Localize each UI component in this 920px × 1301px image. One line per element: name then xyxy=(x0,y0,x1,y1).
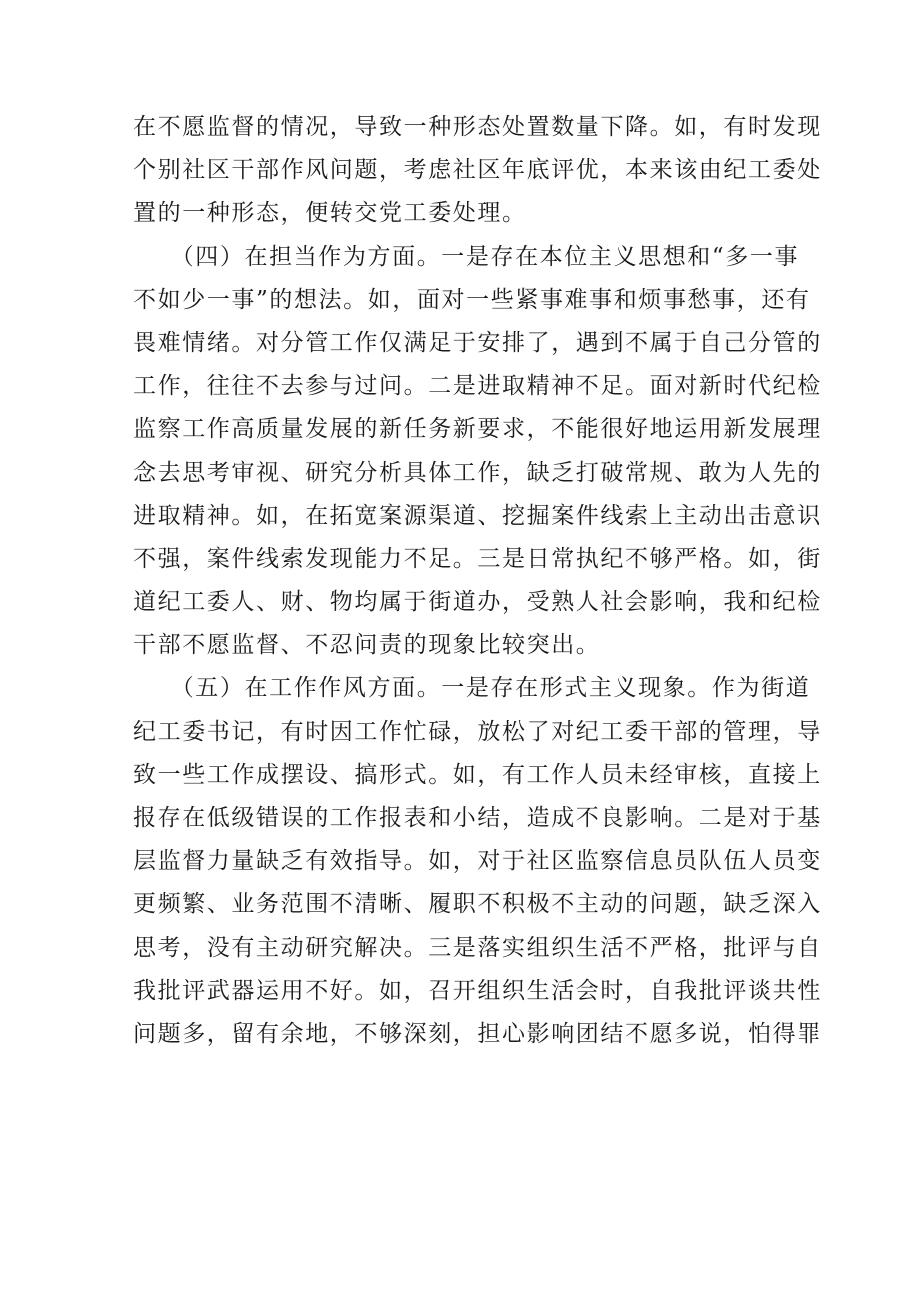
text-line: 报存在低级错误的工作报表和小结，造成不良影响。二是对于基 xyxy=(133,805,822,831)
paragraph-section-five xyxy=(133,667,822,1056)
text-line: 监察工作高质量发展的新任务新要求，不能很好地运用新发展理 xyxy=(133,416,822,443)
text-line: 不强，案件线索发现能力不足。三是日常执纪不够严格。如，街 xyxy=(133,545,822,572)
text-line: （四）在担当作为方面。一是存在本位主义思想和“多一事 xyxy=(133,243,800,270)
text-line: 层监督力量缺乏有效指导。如，对于社区监察信息员队伍人员变 xyxy=(133,848,822,875)
text-line: 思考，没有主动研究解决。三是落实组织生活不严格，批评与自 xyxy=(133,934,822,961)
text-line: 念去思考审视、研究分析具体工作，缺乏打破常规、敢为人先的 xyxy=(133,459,822,486)
text-line: 置的一种形态，便转交党工委处理。 xyxy=(133,200,527,227)
text-line: 纪工委书记，有时因工作忙碌，放松了对纪工委干部的管理，导 xyxy=(133,718,822,745)
text-line: 个别社区干部作风问题，考虑社区年底评优，本来该由纪工委处 xyxy=(133,157,822,184)
paragraph-continuation xyxy=(133,106,822,236)
text-line: 更频繁、业务范围不清晰、履职不积极不主动的问题，缺乏深入 xyxy=(133,891,822,918)
text-line: 工作，往往不去参与过问。二是进取精神不足。面对新时代纪检 xyxy=(133,373,822,400)
text-line: 我批评武器运用不好。如，召开组织生活会时，自我批评谈共性 xyxy=(133,977,822,1004)
text-line: 问题多，留有余地，不够深刻，担心影响团结不愿多说，怕得罪 xyxy=(133,1020,822,1047)
paragraph-section-four xyxy=(133,236,822,668)
text-line: 致一些工作成摆设、搞形式。如，有工作人员未经审核，直接上 xyxy=(133,761,822,788)
text-line: （五）在工作作风方面。一是存在形式主义现象。作为街道 xyxy=(133,675,811,702)
text-line: 畏难情绪。对分管工作仅满足于安排了，遇到不属于自己分管的 xyxy=(133,329,822,356)
text-line: 进取精神。如，在拓宽案源渠道、挖掘案件线索上主动出击意识 xyxy=(133,502,822,529)
text-line: 干部不愿监督、不忍问责的现象比较突出。 xyxy=(133,632,601,659)
text-line: 在不愿监督的情况，导致一种形态处置数量下降。如，有时发现 xyxy=(133,114,822,140)
text-line: 道纪工委人、财、物均属于街道办，受熟人社会影响，我和纪检 xyxy=(133,589,822,616)
document-body xyxy=(133,106,822,1056)
text-line: 不如少一事”的想法。如，面对一些紧事难事和烦事愁事，还有 xyxy=(133,286,811,313)
